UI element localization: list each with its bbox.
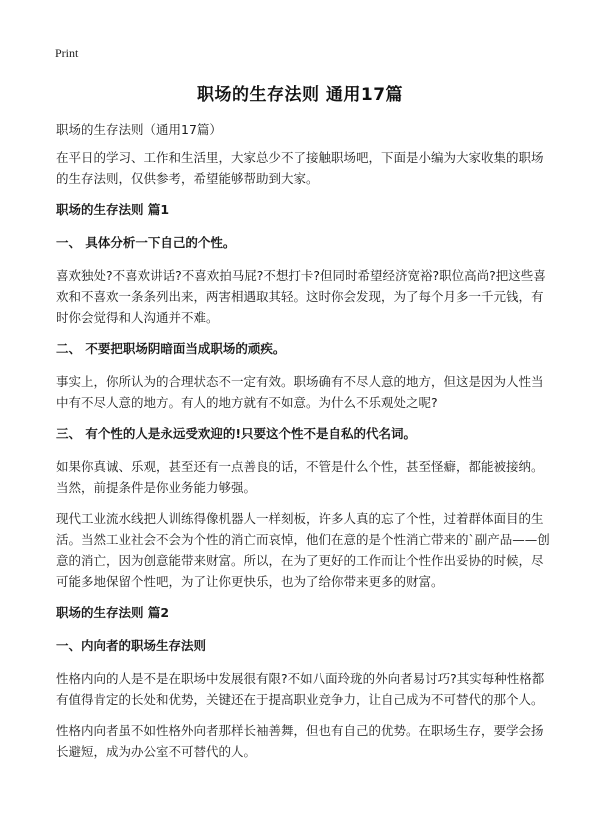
document-subtitle: 职场的生存法则（通用17篇） (56, 122, 222, 137)
section-2-paragraph-1: 性格内向的人是不是在职场中发展很有限?不如八面玲珑的外向者易讨巧?其实每种性格都有值得肯定的长处和优势，关键还在于提高职业竞争力，让自己成为不可替代的那个人。 (56, 671, 545, 707)
section-2-title: 职场的生存法则 篇2 (56, 605, 170, 620)
section-1-heading-1: 一、 具体分析一下自己的个性。 (56, 235, 236, 250)
section-1-paragraph-2: 事实上，你所认为的合理状态不一定有效。职场确有不尽人意的地方，但这是因为人性当中有不尽人意的地方。有人的地方就有不如意。为什么不乐观处之呢? (56, 374, 544, 410)
print-link[interactable]: Print (55, 46, 79, 60)
page-title: 职场的生存法则 通用17篇 (196, 85, 404, 105)
section-1-title: 职场的生存法则 篇1 (56, 202, 170, 217)
section-1-paragraph-4: 现代工业流水线把人训练得像机器人一样刻板，许多人真的忘了个性，过着群体面目的生活。当然工业社会不会为个性的消亡而哀悼，他们在意的是个性消亡带来的`副产品——创意的消亡，因为创意能带来财富。所以，在为了更好的工作而让个性作出妥协的时候，尽可能多地保留个性吧，为了让你更快乐，也为了给你带来更多的财富。 (56, 511, 550, 589)
section-1-heading-2: 二、 不要把职场阴暗面当成职场的顽疾。 (56, 341, 286, 356)
document-body (56, 119, 552, 772)
section-1-heading-3: 三、 有个性的人是永远受欢迎的!只要这个性不是自私的代名词。 (56, 426, 417, 441)
section-1-paragraph-3: 如果你真诚、乐观，甚至还有一点善良的话，不管是什么个性，甚至怪癖，都能被接纳。当然，前提条件是你业务能力够强。 (56, 459, 544, 495)
section-2-heading-1: 一、内向者的职场生存法则 (56, 638, 207, 653)
section-2-paragraph-2: 性格内向者虽不如性格外向者那样长袖善舞，但也有自己的优势。在职场生存，要学会扬长避短，成为办公室不可替代的人。 (56, 723, 544, 759)
section-1-paragraph-1: 喜欢独处?不喜欢讲话?不喜欢拍马屁?不想打卡?但同时希望经济宽裕?职位高尚?把这些喜欢和不喜欢一条条列出来，两害相遇取其轻。这时你会发现，为了每个月多一千元钱，有时你会觉得和人沟通并不难。 (56, 268, 546, 325)
intro-paragraph: 在平日的学习、工作和生活里，大家总少不了接触职场吧，下面是小编为大家收集的职场的生存法则，仅供参考，希望能够帮助到大家。 (56, 150, 544, 186)
